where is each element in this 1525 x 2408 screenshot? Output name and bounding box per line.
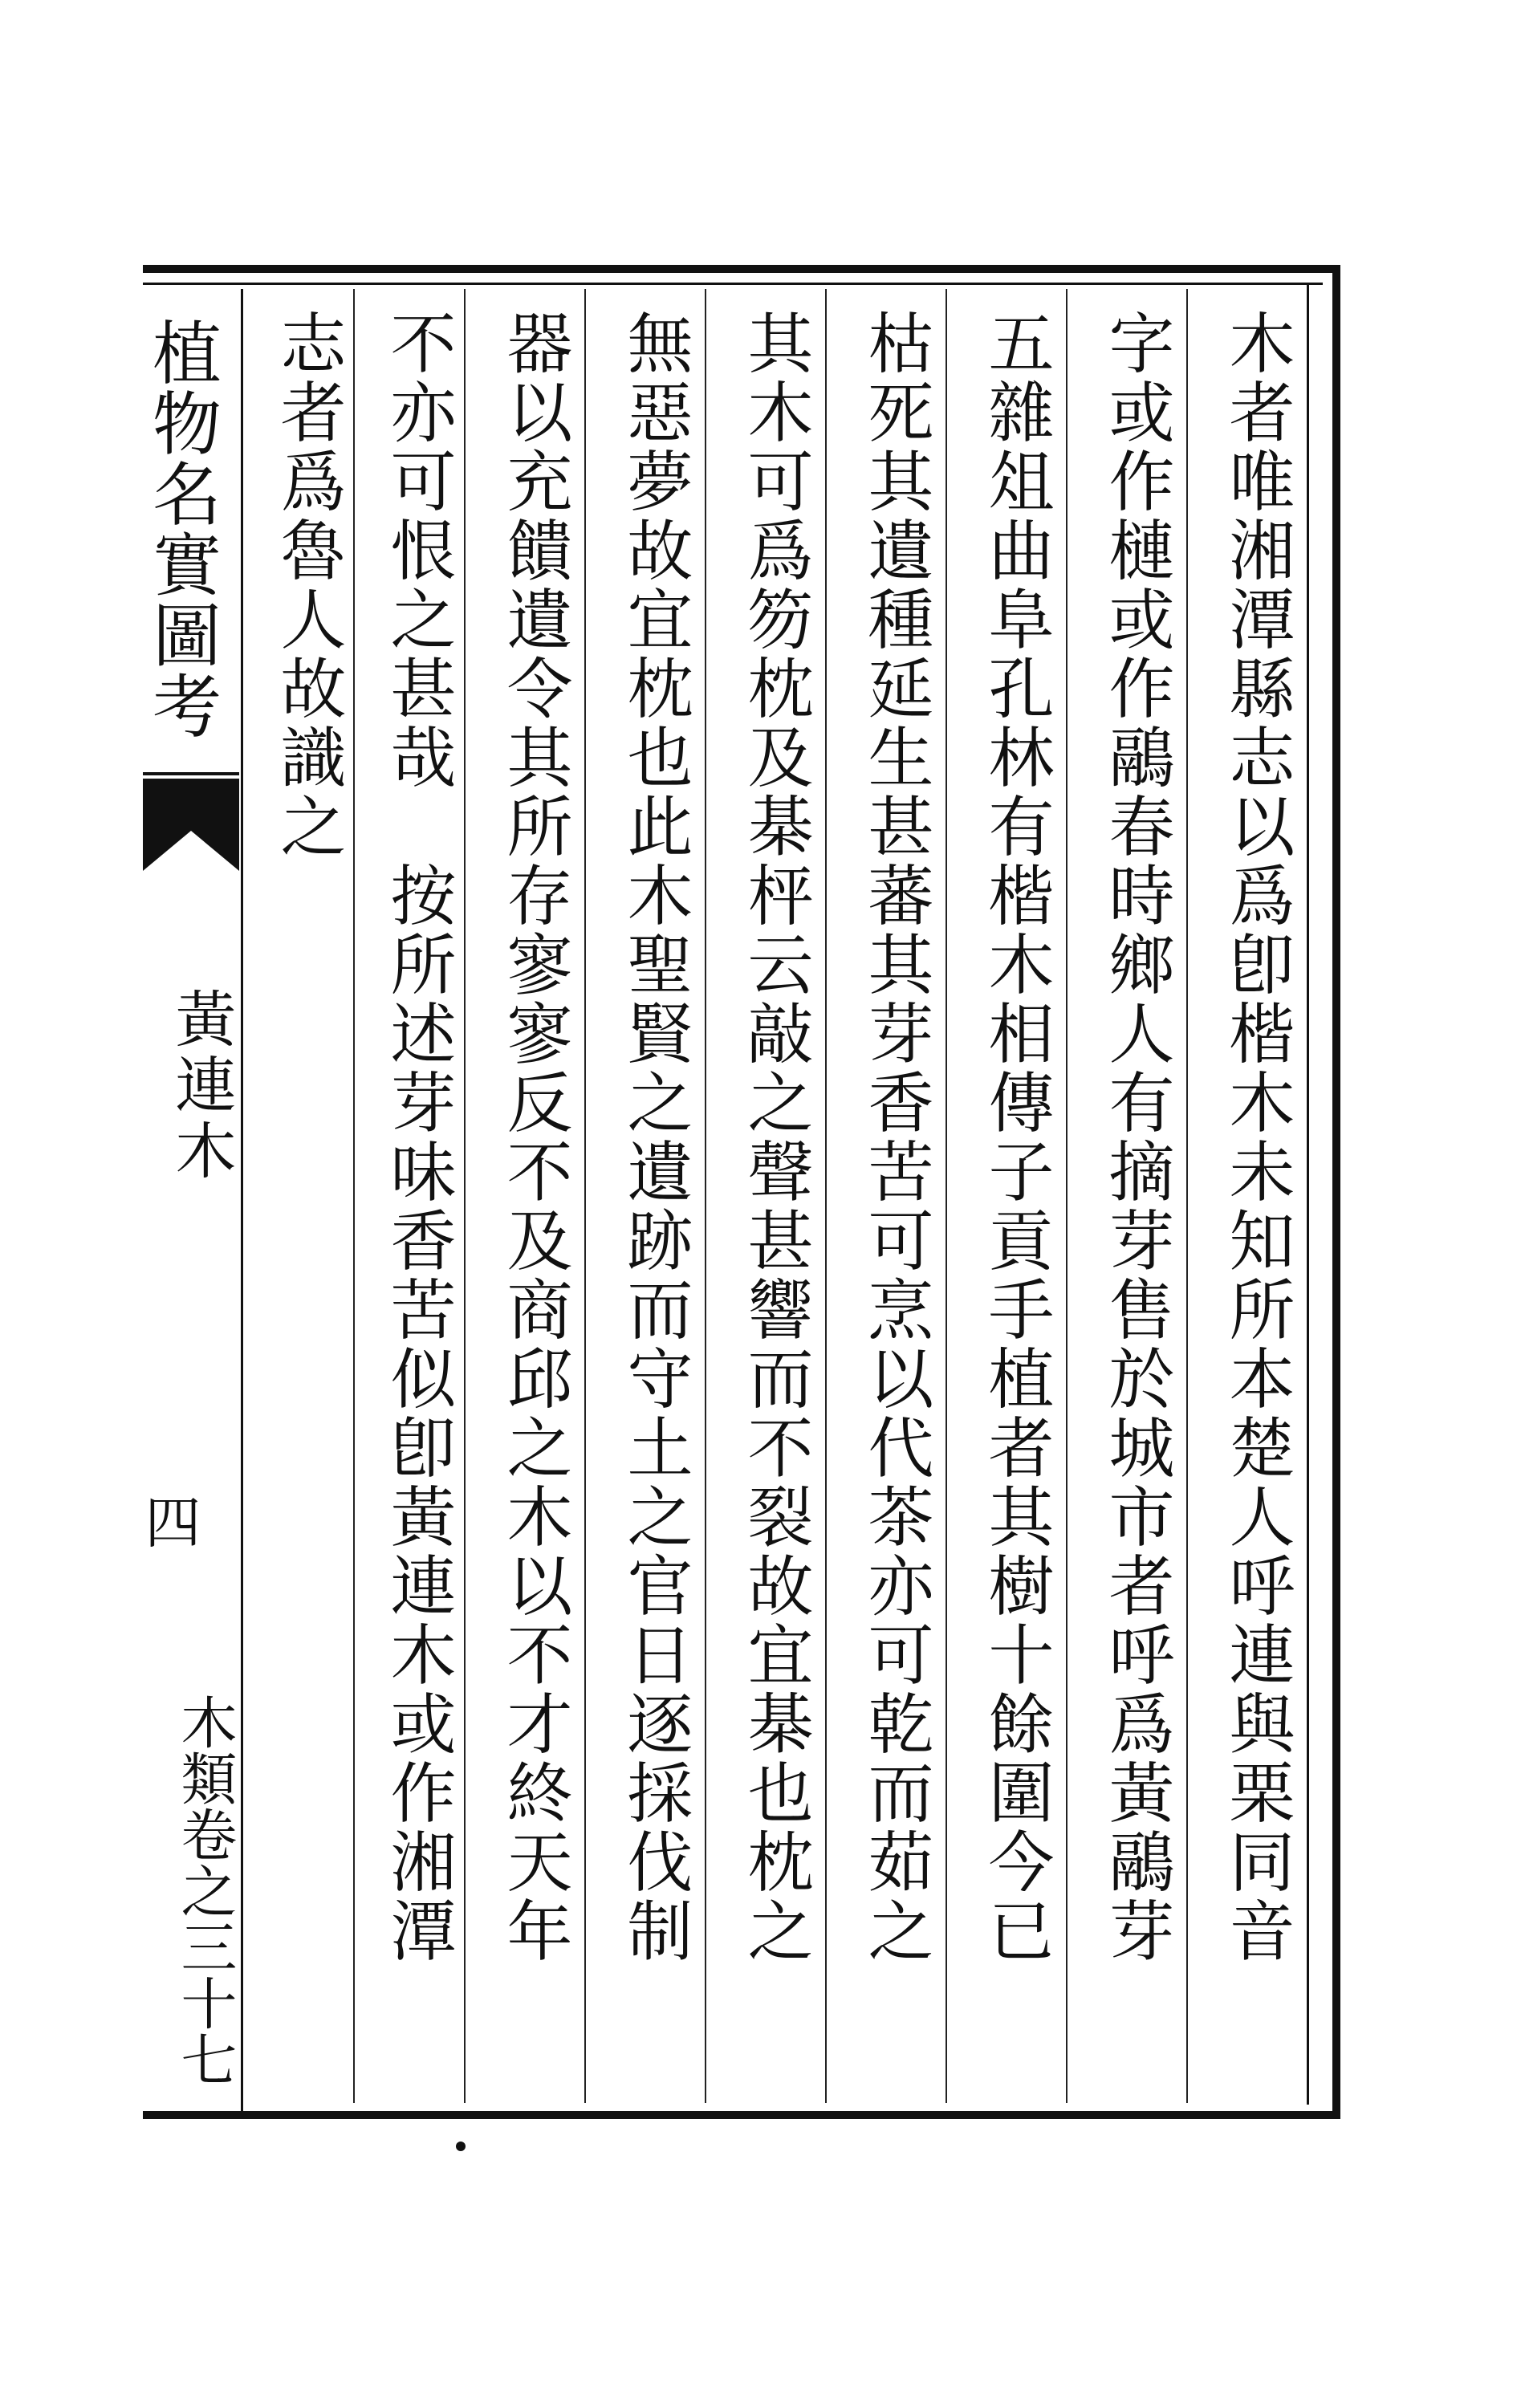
fore-edge-border	[241, 289, 243, 2111]
text-column-7: 器以充饋遺令其所存寥寥反不及商邱之木以不才終天年	[496, 309, 572, 1966]
section-title: 黃連木	[165, 987, 237, 1185]
text-column-4: 枯死其遺種延生甚蕃其芽香苦可烹以代茶亦可乾而茹之	[857, 309, 933, 1966]
ink-dot	[456, 2142, 466, 2151]
page-number: 四	[136, 1493, 201, 1549]
text-column-9: 志者爲魯人故識之	[270, 309, 346, 861]
frame-inner-top-line	[143, 283, 1323, 285]
text-column-8: 不亦可恨之甚哉 按所述芽味香苦似卽黃連木或作湘潭	[380, 309, 456, 1966]
text-column-5: 其木可爲笏枕及棊枰云敲之聲甚響而不裂故宜棊也枕之	[737, 309, 813, 1966]
book-title: 植物名實圖考	[140, 317, 221, 741]
volume-label: 木類卷之三十七	[172, 1694, 238, 2087]
text-column-1: 木者唯湘潭縣志以爲卽楷木未知所本楚人呼連與栗同音	[1218, 309, 1295, 1966]
fishtail-ornament	[143, 771, 239, 879]
text-column-2: 字或作槤或作鷊春時鄉人有摘芽售於城市者呼爲黃鷊芽	[1098, 309, 1174, 1966]
text-column-3: 五雜俎曲阜孔林有楷木相傳子貢手植者其樹十餘圍今已	[978, 309, 1054, 1966]
text-column-6: 無惡夢故宜枕也此木聖賢之遺跡而守土之官日逐採伐制	[616, 309, 693, 1966]
